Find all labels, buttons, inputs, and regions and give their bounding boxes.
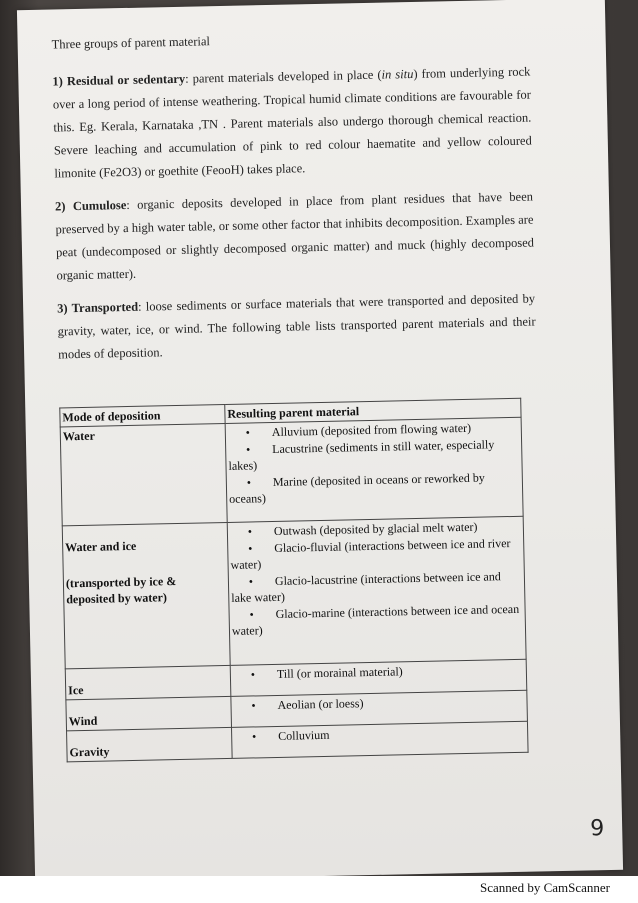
deposition-table [59,398,528,763]
mode-label: Water [62,428,96,444]
mode-cell [60,423,227,525]
list-item: • Marine (deposited in oceans or reworked by oceans) [229,470,485,506]
cumulose-text: : organic deposits developed in place from plant residues that have been preserved by a high water table, or some other factor that inhibits decomposition. Examples are peat (undecomposed or slightly decomposed organic matter) and muck (highly decomposed organic matter). [55,189,535,283]
mode-cell [66,696,232,730]
mode-label: Water and ice [65,538,137,555]
page-number: 9 [589,816,605,842]
material-cell [227,516,526,665]
list-item: • Outwash (deposited by glacial melt water) [247,519,478,539]
table-row [62,516,526,669]
section-heading: Three groups of parent material [51,34,211,52]
paragraph-transported [57,287,536,366]
header-mode: Mode of deposition [60,404,225,426]
term-residual: 1) Residual or sedentary [52,71,186,89]
list-item: • Colluvium [251,727,330,744]
residual-text-b: ) from underlying rock over a long period of intense weathering. Tropical humid climate conditions are favourable for this. Eg. Kerala, Karnataka ,TN . Parent materials also undergo thorough chemical reaction. Severe leaching and accumulation of pink to red colour haematite and yellow coloured limonite (Fe2O3) or goethite (FeooH) takes place. [52,64,532,181]
paragraph-residual [52,61,532,186]
page-content [51,24,536,377]
list-item: • Alluvium (deposited from flowing water) [245,420,472,440]
list-item: • Glacio-marine (interactions between ice and ocean water) [231,601,520,638]
mode-note: (transported by ice & deposited by water) [65,574,177,607]
document-page [17,0,623,882]
list-item: • Aeolian (or loess) [251,696,364,713]
mode-cell [65,665,231,699]
material-cell [225,417,523,522]
mode-cell [67,727,233,761]
mode-label: Gravity [69,744,110,760]
header-material: Resulting parent material [225,398,521,423]
material-cell [231,721,528,758]
term-transported: 3) Transported [57,299,139,316]
transported-text: : loose sediments or surface materials that were transported and deposited by gravity, water, ice, or wind. The following table lists transported parent materials and their modes of deposition. [57,291,536,362]
term-cumulose: 2) Cumulose [54,198,127,214]
mode-cell [62,522,230,668]
residual-italic: in situ [381,66,414,82]
list-item: • Glacio-fluvial (interactions between ice and river water) [230,536,511,572]
list-item: • Lacustrine (sediments in still water, especially lakes) [228,437,495,473]
mode-label: Ice [68,683,84,698]
residual-text-a: : parent materials developed in place ( [185,67,382,86]
table-row [60,417,523,526]
list-item: • Glacio-lacustrine (interactions between ice and lake water) [231,569,501,605]
mode-label: Wind [68,713,98,729]
paragraph-cumulose [55,185,535,287]
list-item: • Till (or morainal material) [250,664,403,682]
scanner-label: Scanned by CamScanner [480,880,610,895]
